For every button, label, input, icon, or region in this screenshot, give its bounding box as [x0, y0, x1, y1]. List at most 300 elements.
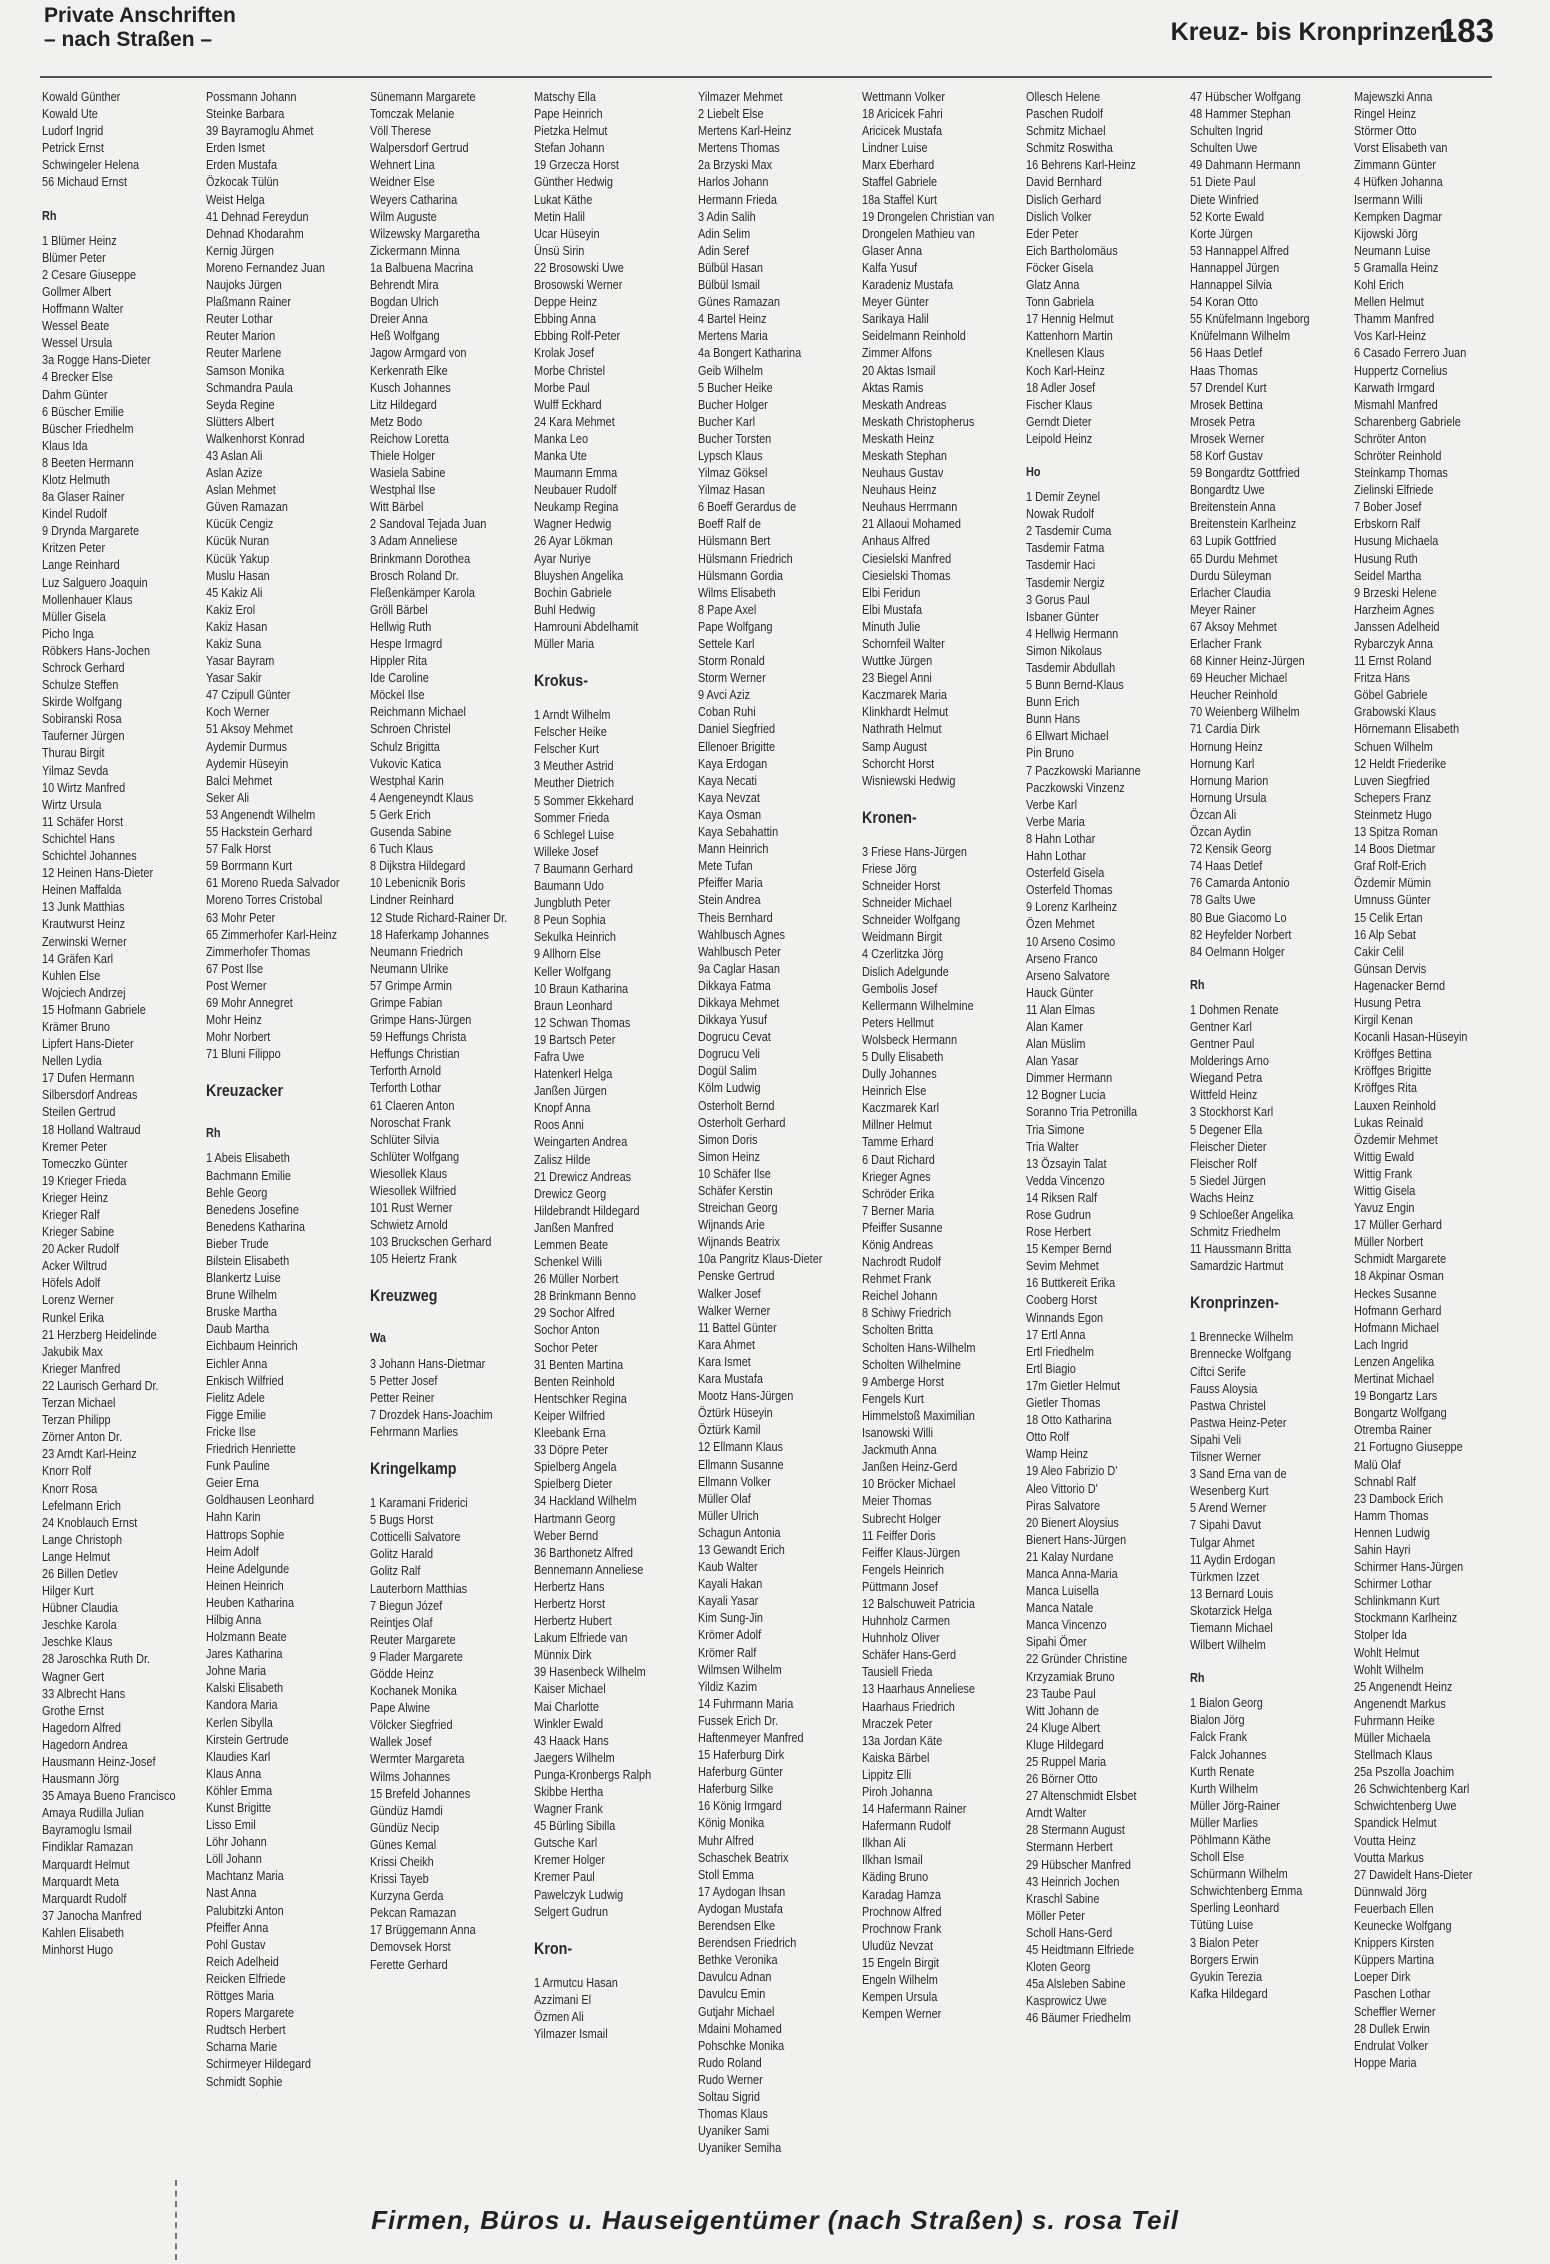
resident-entry: Lisso Emil: [206, 1817, 256, 1833]
resident-entry: Schepers Franz: [1354, 789, 1432, 805]
resident-entry: 12 Ellmann Klaus: [698, 1439, 783, 1455]
resident-entry: Schröder Erika: [862, 1185, 935, 1201]
resident-entry: 10 Arseno Cosimo: [1026, 933, 1116, 949]
resident-entry: Gündüz Hamdi: [370, 1802, 443, 1818]
resident-entry: Benedens Josefine: [206, 1201, 299, 1217]
resident-entry: Hilger Kurt: [42, 1583, 94, 1599]
resident-entry: Aktas Ramis: [862, 379, 924, 395]
resident-entry: Öztürk Kamil: [698, 1422, 761, 1438]
resident-entry: Bethke Veronika: [698, 1952, 778, 1968]
resident-entry: Demovsek Horst: [370, 1939, 451, 1955]
resident-entry: Tütüng Luise: [1190, 1917, 1254, 1933]
resident-entry: 28 Jaroschka Ruth Dr.: [42, 1651, 151, 1667]
resident-entry: Tamme Erhard: [862, 1134, 934, 1150]
resident-entry: Yilmaz Hasan: [698, 482, 765, 498]
resident-entry: Samp August: [862, 738, 927, 754]
resident-entry: Wilzewsky Margaretha: [370, 225, 480, 241]
resident-entry: Gödde Heinz: [370, 1665, 434, 1681]
resident-entry: Scharna Marie: [206, 2039, 278, 2055]
resident-entry: Öztürk Hüseyin: [698, 1405, 773, 1421]
resident-entry: 6 Büscher Emilie: [42, 403, 124, 419]
resident-entry: Graf Rolf-Erich: [1354, 858, 1427, 874]
resident-entry: Kaya Sebahattin: [698, 824, 779, 840]
resident-entry: 2 Liebelt Else: [698, 106, 764, 122]
resident-entry: Sobiranski Rosa: [42, 711, 122, 727]
resident-entry: Punga-Kronbergs Ralph: [534, 1766, 652, 1782]
resident-entry: Engeln Wilhelm: [862, 1972, 938, 1988]
resident-entry: Wulff Eckhard: [534, 396, 602, 412]
resident-entry: Weidmann Birgit: [862, 929, 942, 945]
resident-entry: Koch Karl-Heinz: [1026, 362, 1105, 378]
resident-entry: Deppe Heinz: [534, 294, 598, 310]
resident-entry: 18 Aricicek Fahri: [862, 106, 943, 122]
resident-entry: Scheffler Werner: [1354, 2003, 1436, 2019]
resident-entry: Palubitzki Anton: [206, 1902, 284, 1918]
resident-entry: 1a Balbuena Macrina: [370, 259, 474, 275]
resident-entry: Möckel Ilse: [370, 687, 425, 703]
resident-entry: 78 Galts Uwe: [1190, 892, 1256, 908]
resident-entry: Schröter Anton: [1354, 430, 1427, 446]
resident-entry: Naujoks Jürgen: [206, 277, 282, 293]
resident-entry: Yilmazer Ismail: [534, 2026, 608, 2042]
resident-entry: Höfels Adolf: [42, 1275, 101, 1291]
resident-entry: 5 Petter Josef: [370, 1372, 438, 1388]
resident-entry: Kunst Brigitte: [206, 1800, 271, 1815]
resident-entry: Metin Halil: [534, 208, 585, 224]
resident-entry: Bialon Jörg: [1190, 1712, 1245, 1728]
resident-entry: Wittfeld Heinz: [1190, 1087, 1258, 1103]
resident-entry: 21 Kalay Nurdane: [1026, 1548, 1114, 1564]
spacer: [370, 1440, 528, 1448]
resident-entry: Kattenhorn Martin: [1026, 328, 1113, 344]
resident-entry: Klaus Anna: [206, 1765, 262, 1781]
resident-entry: Lange Helmut: [42, 1548, 111, 1564]
resident-entry: Dogrucu Cevat: [698, 1029, 771, 1045]
resident-entry: Angenendt Markus: [1354, 1695, 1446, 1711]
resident-entry: Mertens Karl-Heinz: [698, 123, 792, 139]
resident-entry: Mai Charlotte: [534, 1698, 599, 1714]
resident-entry: Ebbing Rolf-Peter: [534, 328, 621, 344]
resident-entry: Zimmann Günter: [1354, 157, 1436, 173]
resident-entry: Osterfeld Gisela: [1026, 865, 1105, 881]
resident-entry: Lindner Luise: [862, 140, 928, 156]
resident-entry: Manka Ute: [534, 447, 587, 463]
resident-entry: 2 Tasdemir Cuma: [1026, 523, 1112, 539]
resident-entry: Göbel Gabriele: [1354, 687, 1428, 703]
resident-entry: 15 Brefeld Johannes: [370, 1785, 471, 1801]
resident-entry: 19 Krieger Frieda: [42, 1172, 127, 1188]
resident-entry: Grabowski Klaus: [1354, 704, 1436, 720]
resident-entry: 36 Barthonetz Alfred: [534, 1544, 633, 1560]
spacer: [1190, 993, 1348, 1001]
resident-entry: 6 Boeff Gerardus de: [698, 499, 797, 515]
resident-entry: Nathrath Helmut: [862, 721, 942, 737]
resident-entry: 9 Allhorn Else: [534, 946, 601, 962]
resident-entry: Kocanli Hasan-Hüseyin: [1354, 1029, 1468, 1045]
resident-entry: Fengels Kurt: [862, 1390, 924, 1406]
resident-entry: 13 Gewandt Erich: [698, 1541, 785, 1557]
resident-entry: Cooberg Horst: [1026, 1292, 1098, 1308]
resident-entry: 105 Heiertz Frank: [370, 1251, 457, 1267]
resident-entry: Luven Siegfried: [1354, 772, 1430, 788]
resident-entry: Özmen Ali: [534, 2008, 584, 2024]
resident-entry: 21 Fortugno Giuseppe: [1354, 1439, 1463, 1455]
resident-entry: Müller Michaela: [1354, 1730, 1431, 1745]
street-heading: Kronprinzen-: [1190, 1293, 1279, 1313]
resident-entry: 7 Sipahi Davut: [1190, 1517, 1262, 1533]
resident-entry: Roos Anni: [534, 1117, 584, 1133]
resident-entry: Alan Yasar: [1026, 1053, 1079, 1069]
resident-entry: Gentner Karl: [1190, 1018, 1252, 1034]
resident-entry: Reich Adelheid: [206, 1953, 279, 1969]
resident-entry: Manca Luisella: [1026, 1583, 1099, 1599]
resident-entry: Janßen Manfred: [534, 1219, 614, 1235]
resident-entry: Herbertz Horst: [534, 1595, 606, 1611]
resident-entry: 72 Kensik Georg: [1190, 841, 1272, 857]
resident-entry: Krautwurst Heinz: [42, 916, 126, 932]
resident-entry: Neuhaus Gustav: [862, 465, 944, 481]
resident-entry: 18 Akpinar Osman: [1354, 1268, 1444, 1284]
resident-entry: 12 Schwan Thomas: [534, 1014, 631, 1030]
resident-entry: Kerlen Sibylla: [206, 1714, 273, 1730]
resident-entry: 34 Hackland Wilhelm: [534, 1493, 637, 1509]
resident-entry: Röttges Maria: [206, 1988, 274, 2004]
resident-entry: Schenkel Willi: [534, 1254, 602, 1270]
resident-entry: Hornung Heinz: [1190, 738, 1263, 754]
resident-entry: Jares Katharina: [206, 1646, 283, 1662]
resident-entry: Gembolis Josef: [862, 980, 938, 996]
resident-entry: Bongardtz Uwe: [1190, 482, 1265, 498]
resident-entry: Daub Martha: [206, 1321, 270, 1337]
resident-entry: Wagner Gert: [42, 1668, 105, 1684]
resident-entry: Meskath Heinz: [862, 430, 935, 446]
resident-entry: Tria Simone: [1026, 1121, 1085, 1137]
resident-entry: Schnabl Ralf: [1354, 1473, 1416, 1489]
resident-entry: Kayali Yasar: [698, 1593, 759, 1609]
directory-column: [370, 88, 528, 2183]
resident-entry: Mdaini Mohamed: [698, 2020, 782, 2036]
resident-entry: Schirmer Hans-Jürgen: [1354, 1559, 1464, 1575]
resident-entry: Mete Tufan: [698, 858, 753, 874]
resident-entry: Schagun Antonia: [698, 1524, 781, 1540]
resident-entry: 1 Arndt Wilhelm: [534, 707, 611, 723]
resident-entry: Terzan Philipp: [42, 1412, 111, 1428]
resident-entry: Meyer Günter: [862, 294, 929, 310]
resident-entry: 101 Rust Werner: [370, 1200, 453, 1216]
resident-entry: Scholl Hans-Gerd: [1026, 1924, 1113, 1940]
resident-entry: Witt Johann de: [1026, 1702, 1099, 1718]
header-divider: [40, 76, 1492, 78]
resident-entry: 53 Hannappel Alfred: [1190, 242, 1289, 258]
resident-entry: 8 Pape Axel: [698, 601, 757, 617]
resident-entry: 17 Brüggemann Anna: [370, 1922, 476, 1938]
resident-entry: Marx Eberhard: [862, 157, 935, 173]
resident-entry: Schwietz Arnold: [370, 1217, 448, 1233]
resident-entry: 8a Glaser Rainer: [42, 489, 125, 505]
resident-entry: Otremba Rainer: [1354, 1422, 1432, 1438]
resident-entry: Aslan Mehmet: [206, 482, 276, 498]
resident-entry: 1 Karamani Friderici: [370, 1495, 468, 1511]
resident-entry: Schulten Ingrid: [1190, 123, 1263, 139]
resident-entry: 11 Ernst Roland: [1354, 653, 1432, 669]
resident-entry: Grothe Ernst: [42, 1702, 104, 1718]
resident-entry: Fischer Klaus: [1026, 396, 1093, 412]
spacer: [370, 1267, 528, 1275]
resident-entry: Ayar Nuriye: [534, 550, 591, 566]
resident-entry: 4 Hüfken Johanna: [1354, 174, 1443, 190]
resident-entry: Sünemann Margarete: [370, 89, 476, 104]
resident-entry: Günsan Dervis: [1354, 960, 1427, 976]
resident-entry: Kernig Jürgen: [206, 242, 275, 258]
resident-entry: Türkmen Izzet: [1190, 1568, 1260, 1584]
resident-entry: Fleischer Dieter: [1190, 1138, 1267, 1154]
spacer: [206, 1141, 364, 1149]
resident-entry: Friese Jörg: [862, 860, 917, 876]
resident-entry: Wojciech Andrzej: [42, 984, 126, 1000]
resident-entry: 20 Acker Rudolf: [42, 1241, 120, 1257]
resident-entry: 55 Knüfelmann Ingeborg: [1190, 311, 1310, 327]
resident-entry: Moreno Fernandez Juan: [206, 259, 325, 275]
resident-entry: 19 Aleo Fabrizio D': [1026, 1463, 1118, 1479]
resident-entry: 23 Arndt Karl-Heinz: [42, 1446, 137, 1462]
resident-entry: Schäfer Hans-Gerd: [862, 1647, 957, 1663]
resident-entry: Hörnemann Elisabeth: [1354, 721, 1460, 737]
resident-entry: 2 Cesare Giuseppe: [42, 266, 137, 282]
resident-entry: Jeschke Karola: [42, 1617, 117, 1633]
resident-entry: Nellen Lydia: [42, 1053, 102, 1069]
resident-entry: Dully Johannes: [862, 1066, 937, 1082]
resident-entry: Scholten Hans-Wilhelm: [862, 1339, 976, 1355]
resident-entry: Yilmazer Mehmet: [698, 89, 783, 104]
resident-entry: Schäfer Kerstin: [698, 1183, 773, 1198]
resident-entry: 59 Bongardtz Gottfried: [1190, 465, 1300, 481]
resident-entry: 61 Claeren Anton: [370, 1097, 455, 1113]
resident-entry: Hahn Karin: [206, 1509, 261, 1525]
resident-entry: 8 Hahn Lothar: [1026, 830, 1096, 846]
resident-entry: 16 König Irmgard: [698, 1798, 782, 1814]
resident-entry: 63 Mohr Peter: [206, 909, 276, 925]
resident-entry: 31 Benten Martina: [534, 1356, 624, 1372]
resident-entry: Lukas Reinald: [1354, 1114, 1424, 1130]
resident-entry: Bogdan Ulrich: [370, 294, 439, 310]
resident-entry: Seidelmann Reinhold: [862, 328, 966, 344]
resident-entry: 26 Müller Norbert: [534, 1271, 619, 1287]
resident-entry: Knüfelmann Wilhelm: [1190, 328, 1291, 344]
resident-entry: Ciesielski Manfred: [862, 550, 952, 566]
resident-entry: Heffungs Christian: [370, 1046, 460, 1062]
resident-entry: Kafka Hildegard: [1190, 1985, 1268, 2001]
resident-entry: Pfeiffer Anna: [206, 1919, 269, 1935]
resident-entry: 23 Biegel Anni: [862, 670, 932, 686]
resident-entry: Kröffges Brigitte: [1354, 1063, 1432, 1079]
resident-entry: Kücük Nuran: [206, 533, 270, 549]
resident-entry: Reichmann Michael: [370, 704, 466, 720]
resident-entry: Neumann Ulrike: [370, 960, 449, 976]
resident-entry: Özcan Ali: [1190, 806, 1237, 822]
resident-entry: Hausmann Jörg: [42, 1771, 120, 1787]
resident-entry: Rybarczyk Anna: [1354, 636, 1433, 651]
resident-entry: 13 Bernard Louis: [1190, 1585, 1274, 1601]
resident-entry: Dislich Adelgunde: [862, 963, 949, 979]
resident-entry: Lukat Käthe: [534, 191, 593, 207]
resident-entry: 17 Ertl Anna: [1026, 1326, 1086, 1342]
resident-entry: 11 Feiffer Doris: [862, 1527, 936, 1543]
resident-entry: 1 Armutcu Hasan: [534, 1974, 618, 1990]
resident-entry: 16 Behrens Karl-Heinz: [1026, 157, 1136, 173]
resident-entry: Müller Ulrich: [698, 1507, 759, 1523]
resident-entry: 9a Caglar Hasan: [698, 960, 780, 976]
resident-entry: 5 Degener Ella: [1190, 1121, 1263, 1137]
resident-entry: 67 Aksoy Mehmet: [1190, 618, 1277, 634]
resident-entry: Goldhausen Leonhard: [206, 1492, 315, 1508]
resident-entry: Wisniewski Hedwig: [862, 772, 956, 788]
resident-entry: Wirtz Ursula: [42, 796, 102, 812]
district-label: Ho: [1026, 463, 1041, 479]
resident-entry: Marquardt Meta: [42, 1873, 120, 1889]
resident-entry: Fuhrmann Heike: [1354, 1712, 1435, 1728]
resident-entry: Klinkhardt Helmut: [862, 704, 949, 720]
resident-entry: Isbaner Günter: [1026, 608, 1099, 624]
resident-entry: Kempen Werner: [862, 2006, 942, 2022]
resident-entry: Verbe Karl: [1026, 796, 1077, 812]
street-heading: Kreuzacker: [206, 1081, 284, 1101]
resident-entry: Mrosek Petra: [1190, 413, 1255, 429]
resident-entry: Glatz Anna: [1026, 277, 1080, 293]
resident-entry: Husung Ruth: [1354, 550, 1418, 566]
resident-entry: Sekulka Heinrich: [534, 929, 616, 945]
resident-entry: Kaczmarek Karl: [862, 1100, 940, 1116]
resident-entry: Behle Georg: [206, 1184, 268, 1200]
resident-entry: 9 Avci Aziz: [698, 687, 751, 703]
spacer: [534, 1920, 692, 1928]
resident-entry: Wittig Ewald: [1354, 1148, 1415, 1164]
resident-entry: Kakiz Suna: [206, 636, 262, 651]
resident-entry: 8 Schiwy Friedrich: [862, 1305, 952, 1321]
resident-entry: Brinkmann Dorothea: [370, 550, 471, 566]
resident-entry: 63 Lupik Gottfried: [1190, 533, 1277, 549]
resident-entry: Paschen Lothar: [1354, 1986, 1431, 2002]
resident-entry: 46 Bäumer Friedhelm: [1026, 2010, 1131, 2026]
resident-entry: 26 Billen Detlev: [42, 1565, 118, 1581]
resident-entry: Bluyshen Angelika: [534, 567, 624, 583]
resident-entry: Nowak Rudolf: [1026, 506, 1094, 522]
resident-entry: Hoppe Maria: [1354, 2054, 1417, 2070]
resident-entry: Kasprowicz Uwe: [1026, 1993, 1107, 2009]
resident-entry: 13 Junk Matthias: [42, 899, 125, 915]
resident-entry: Haferburg Günter: [698, 1764, 783, 1780]
resident-entry: Kindel Rudolf: [42, 506, 107, 522]
resident-entry: Müller Maria: [534, 636, 595, 651]
resident-entry: Mohr Norbert: [206, 1029, 271, 1045]
resident-entry: 53 Angenendt Wilhelm: [206, 806, 316, 822]
resident-entry: Hagenacker Bernd: [1354, 977, 1446, 993]
resident-entry: 18 Otto Katharina: [1026, 1412, 1112, 1428]
resident-entry: 67 Post Ilse: [206, 960, 264, 976]
resident-entry: Krömer Adolf: [698, 1627, 762, 1643]
resident-entry: Heinen Maffalda: [42, 882, 122, 898]
resident-entry: 9 Flader Margarete: [370, 1648, 463, 1664]
resident-entry: Huppertz Cornelius: [1354, 362, 1448, 378]
resident-entry: Heim Adolf: [206, 1543, 259, 1559]
resident-entry: Mann Heinrich: [698, 841, 769, 857]
resident-entry: 7 Berner Maria: [862, 1202, 935, 1218]
resident-entry: Fengels Heinrich: [862, 1561, 944, 1577]
resident-entry: 10 Braun Katharina: [534, 980, 629, 996]
resident-entry: Jackmuth Anna: [862, 1442, 937, 1458]
resident-entry: Koch Werner: [206, 704, 270, 720]
resident-entry: Hornung Ursula: [1190, 789, 1267, 805]
resident-entry: Karwath Irmgard: [1354, 379, 1435, 395]
resident-entry: 3 Johann Hans-Dietmar: [370, 1355, 486, 1371]
resident-entry: Tomeczko Günter: [42, 1155, 128, 1171]
resident-entry: Bruske Martha: [206, 1304, 278, 1320]
resident-entry: Wiegand Petra: [1190, 1070, 1263, 1086]
resident-entry: Durdu Süleyman: [1190, 567, 1272, 583]
resident-entry: 43 Haack Hans: [534, 1732, 609, 1748]
resident-entry: Wagner Hedwig: [534, 516, 612, 532]
resident-entry: 3 Sand Erna van de: [1190, 1466, 1287, 1482]
resident-entry: Spielberg Angela: [534, 1459, 617, 1475]
resident-entry: Gollmer Albert: [42, 283, 112, 299]
resident-entry: Schwichtenberg Uwe: [1354, 1798, 1457, 1814]
resident-entry: 45 Heidtmann Elfriede: [1026, 1942, 1135, 1958]
resident-entry: Brosowski Werner: [534, 277, 623, 293]
spacer: [862, 835, 1020, 843]
resident-entry: Hamm Thomas: [1354, 1507, 1429, 1523]
resident-entry: Schichtel Johannes: [42, 848, 137, 864]
resident-entry: Bochin Gabriele: [534, 584, 612, 600]
resident-entry: Paschen Rudolf: [1026, 106, 1104, 122]
resident-entry: Osterholt Bernd: [698, 1097, 775, 1113]
directory-column: [534, 88, 692, 2183]
resident-entry: Brennecke Wolfgang: [1190, 1346, 1292, 1362]
resident-entry: Pietzka Helmut: [534, 123, 608, 139]
resident-entry: Kahlen Elisabeth: [42, 1924, 124, 1940]
street-heading: Kringelkamp: [370, 1459, 457, 1479]
resident-entry: Karadeniz Mustafa: [862, 277, 954, 293]
resident-entry: Dikkaya Mehmet: [698, 994, 780, 1010]
resident-entry: Lippitz Elli: [862, 1766, 912, 1782]
resident-entry: Schorcht Horst: [862, 755, 935, 771]
resident-entry: Pohl Gustav: [206, 1936, 266, 1952]
resident-entry: Tausiell Frieda: [862, 1664, 933, 1680]
resident-entry: Muhr Alfred: [698, 1832, 754, 1848]
resident-entry: Husung Michaela: [1354, 533, 1439, 549]
resident-entry: Reuter Margarete: [370, 1631, 456, 1647]
resident-entry: Krämer Bruno: [42, 1018, 110, 1034]
resident-entry: Stein Andrea: [698, 892, 761, 908]
resident-entry: Lauterborn Matthias: [370, 1580, 468, 1596]
resident-entry: Zörner Anton Dr.: [42, 1429, 123, 1445]
resident-entry: Müller Jörg-Rainer: [1190, 1797, 1280, 1813]
resident-entry: Osterholt Gerhard: [698, 1114, 786, 1130]
resident-entry: Fleischer Rolf: [1190, 1155, 1257, 1171]
resident-entry: Rudtsch Herbert: [206, 2022, 286, 2038]
resident-entry: Wijnands Beatrix: [698, 1234, 780, 1250]
resident-entry: Uludüz Nevzat: [862, 1937, 934, 1953]
resident-entry: Kempen Ursula: [862, 1989, 938, 2005]
resident-entry: 14 Fuhrmann Maria: [698, 1695, 794, 1711]
resident-entry: Erlacher Frank: [1190, 636, 1262, 651]
resident-entry: Wilbert Wilhelm: [1190, 1637, 1266, 1653]
resident-entry: Kurth Wilhelm: [1190, 1780, 1258, 1796]
resident-entry: 17 Dufen Hermann: [42, 1070, 135, 1086]
resident-entry: Kijowski Jörg: [1354, 225, 1418, 241]
resident-entry: 3 Bialon Peter: [1190, 1934, 1259, 1950]
resident-entry: Stellmach Klaus: [1354, 1747, 1433, 1763]
resident-entry: Terforth Lothar: [370, 1080, 442, 1096]
resident-entry: Schmitz Friedhelm: [1190, 1224, 1281, 1240]
